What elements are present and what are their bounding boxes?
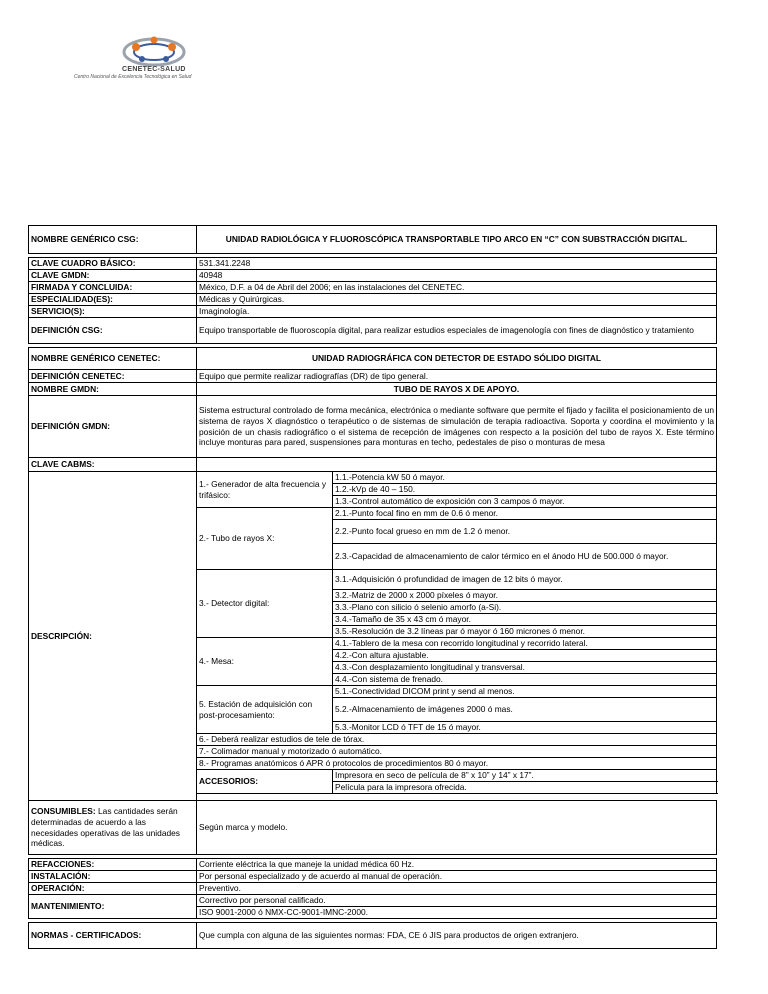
- cenetec-logo-icon: [72, 30, 232, 90]
- row-operacion: [29, 883, 717, 895]
- accesorio-item: Impresora en seco de película de 8” x 10” y 14” x 17”.: [333, 770, 717, 782]
- desc-item: 3.1.-Adquisición ó profundidad de imagen de 12 bits ó mayor.: [333, 570, 717, 590]
- value-operacion: Preventivo.: [197, 883, 717, 895]
- row-nombre-generico-cenetec: [29, 348, 717, 370]
- value-definicion-gmdn: Sistema estructural controlado de forma mecánica, electrónica o mediante software que permite el fijado y facilita el posicionamiento de un sistema de rayos X diagnóstico o terapéutico o de sistemas de simulación de terapia radioactiva. Soporta y coordina el movimiento y la posición de un chasis radiográfico o el sistema de recepción de imágenes con respecto a la posición del tubo de rayos X. Este término incluye monturas para pared, suspensiones para monturas en techo, pedestales de piso o monturas de mesa: [197, 396, 717, 458]
- value-clave-cuadro: 531.341.2248: [197, 258, 717, 270]
- label-servicio: SERVICIO(S):: [29, 306, 197, 318]
- desc-item: 3.3.-Plano con silicio ó selenio amorfo (a-Si).: [333, 602, 717, 614]
- desc-group-2-name: 2.- Tubo de rayos X:: [197, 508, 333, 570]
- desc-item: 1.2.-kVp de 40 – 150.: [333, 484, 717, 496]
- desc-item: 6.- Deberá realizar estudios de tele de tórax.: [197, 734, 717, 746]
- desc-item: 2.1.-Punto focal fino en mm de 0.6 ó menor.: [333, 508, 717, 520]
- label-nombre-generico-csg: NOMBRE GENÉRICO CSG:: [29, 226, 197, 254]
- desc-item: 1.3.-Control automático de exposición con 3 campos ó mayor.: [333, 496, 717, 508]
- label-clave-cabms: CLAVE CABMS:: [29, 458, 197, 472]
- value-mantenimiento-2: ISO 9001-2000 ó NMX-CC-9001-IMNC-2000.: [197, 907, 717, 919]
- row-clave-gmdn: [29, 270, 717, 282]
- desc-row: [29, 472, 717, 484]
- row-definicion-csg: [29, 318, 717, 344]
- value-instalacion: Por personal especializado y de acuerdo al manual de operación.: [197, 871, 717, 883]
- label-descripcion: DESCRIPCIÓN:: [29, 472, 197, 801]
- row-consumibles: [29, 801, 717, 855]
- desc-group-3-name: 3.- Detector digital:: [197, 570, 333, 638]
- logo-name: CENETEC-SALUD: [122, 66, 186, 73]
- label-normas: NORMAS - CERTIFICADOS:: [29, 923, 197, 949]
- row-definicion-cenetec: [29, 370, 717, 383]
- label-operacion: OPERACIÓN:: [29, 883, 197, 895]
- desc-item: 3.2.-Matriz de 2000 x 2000 píxeles ó mayor.: [333, 590, 717, 602]
- label-definicion-cenetec: DEFINICIÓN CENETEC:: [29, 370, 197, 383]
- value-nombre-gmdn: TUBO DE RAYOS X DE APOYO.: [197, 383, 717, 396]
- row-instalacion: [29, 871, 717, 883]
- logo-subtitle: Centro Nacional de Excelencia Tecnológica en Salud: [74, 74, 192, 80]
- desc-item: 8.- Programas anatómicos ó APR ó protocolos de procedimientos 80 ó mayor.: [197, 758, 717, 770]
- row-nombre-gmdn: [29, 383, 717, 396]
- desc-item: 3.4.-Tamaño de 35 x 43 cm ó mayor.: [333, 614, 717, 626]
- value-definicion-cenetec: Equipo que permite realizar radiografías (DR) de tipo general.: [197, 370, 717, 383]
- value-definicion-csg: Equipo transportable de fluoroscopía digital, para realizar estudios especiales de imagenología con fines de diagnóstico y tratamiento: [197, 318, 717, 344]
- row-normas: [29, 923, 717, 949]
- desc-group-1-name: 1.- Generador de alta frecuencia y trifásico:: [197, 472, 333, 508]
- desc-item: 4.3.-Con desplazamiento longitudinal y transversal.: [333, 662, 717, 674]
- label-firmada: FIRMADA Y CONCLUIDA:: [29, 282, 197, 294]
- value-nombre-generico-cenetec: UNIDAD RADIOGRÁFICA CON DETECTOR DE ESTADO SÓLIDO DIGITAL: [197, 348, 717, 370]
- row-mantenimiento: [29, 895, 717, 907]
- desc-group-5-name: 5. Estación de adquisición con post-procesamiento:: [197, 686, 333, 734]
- value-nombre-generico-csg: UNIDAD RADIOLÓGICA Y FLUOROSCÓPICA TRANSPORTABLE TIPO ARCO EN “C” CON SUBSTRACCIÓN DIGITAL.: [197, 226, 717, 254]
- label-consumibles-rest: Las cantidades serán determinadas de acuerdo a las necesidades operativas de las unidades médicas.: [31, 806, 180, 849]
- desc-item: 2.2.-Punto focal grueso en mm de 1.2 ó menor.: [333, 520, 717, 544]
- row-refacciones: [29, 859, 717, 871]
- desc-group-4-name: 4.- Mesa:: [197, 638, 333, 686]
- label-definicion-gmdn: DEFINICIÓN GMDN:: [29, 396, 197, 458]
- label-clave-cuadro: CLAVE CUADRO BÁSICO:: [29, 258, 197, 270]
- desc-item: 3.5.-Resolución de 3.2 líneas par ó mayor ó 160 micrones ó menor.: [333, 626, 717, 638]
- spec-sheet-table: [28, 225, 717, 949]
- value-refacciones: Corriente eléctrica la que maneje la unidad médica 60 Hz.: [197, 859, 717, 871]
- value-consumibles: Según marca y modelo.: [197, 801, 717, 855]
- row-clave-cuadro: [29, 258, 717, 270]
- desc-item: 5.3.-Monitor LCD ó TFT de 15 ó mayor.: [333, 722, 717, 734]
- desc-item: 2.3.-Capacidad de almacenamiento de calor térmico en el ánodo HU de 500.000 ó mayor.: [333, 544, 717, 570]
- row-definicion-gmdn: [29, 396, 717, 458]
- label-accesorios: ACCESORIOS:: [197, 770, 333, 794]
- label-instalacion: INSTALACIÓN:: [29, 871, 197, 883]
- row-clave-cabms: [29, 458, 717, 472]
- row-nombre-generico-csg: [29, 226, 717, 254]
- desc-item: 1.1.-Potencia kW 50 ó mayor.: [333, 472, 717, 484]
- row-servicio: [29, 306, 717, 318]
- desc-item: 4.4.-Con sistema de frenado.: [333, 674, 717, 686]
- label-nombre-gmdn: NOMBRE GMDN:: [29, 383, 197, 396]
- desc-item: 5.2.-Almacenamiento de imágenes 2000 ó mas.: [333, 698, 717, 722]
- value-firmada: México, D.F. a 04 de Abril del 2006; en las instalaciones del CENETEC.: [197, 282, 717, 294]
- value-clave-gmdn: 40948: [197, 270, 717, 282]
- value-servicio: Imaginología.: [197, 306, 717, 318]
- desc-item: 4.1.-Tablero de la mesa con recorrido longitudinal y recorrido lateral.: [333, 638, 717, 650]
- desc-item: 4.2.-Con altura ajustable.: [333, 650, 717, 662]
- label-consumibles: [29, 801, 197, 855]
- value-mantenimiento-1: Correctivo por personal calificado.: [197, 895, 717, 907]
- value-clave-cabms: [197, 458, 717, 472]
- value-normas: Que cumpla con alguna de las siguientes normas: FDA, CE ó JIS para productos de origen extranjero.: [197, 923, 717, 949]
- label-consumibles-bold: CONSUMIBLES:: [31, 806, 96, 817]
- label-definicion-csg: DEFINICIÓN CSG:: [29, 318, 197, 344]
- row-especialidad: [29, 294, 717, 306]
- label-mantenimiento: MANTENIMIENTO:: [29, 895, 197, 919]
- desc-item: 5.1.-Conectividad DICOM print y send al menos.: [333, 686, 717, 698]
- desc-item: 7.- Colimador manual y motorizado ó automático.: [197, 746, 717, 758]
- label-especialidad: ESPECIALIDAD(ES):: [29, 294, 197, 306]
- label-refacciones: REFACCIONES:: [29, 859, 197, 871]
- value-especialidad: Médicas y Quirúrgicas.: [197, 294, 717, 306]
- accesorio-item: Película para la impresora ofrecida.: [333, 782, 717, 794]
- row-firmada: [29, 282, 717, 294]
- label-nombre-generico-cenetec: NOMBRE GENÉRICO CENETEC:: [29, 348, 197, 370]
- label-clave-gmdn: CLAVE GMDN:: [29, 270, 197, 282]
